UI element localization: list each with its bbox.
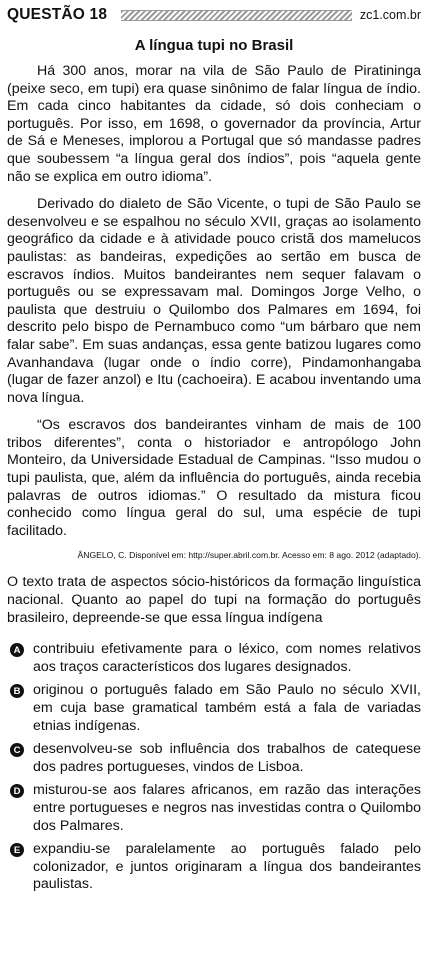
option-letter-badge: A	[10, 643, 24, 657]
question-header	[7, 0, 421, 28]
question-stem: O texto trata de aspectos sócio-históricos da formação linguística nacional. Quanto ao papel do tupi na formação do português brasileiro, depreende-se que essa língua indígena	[7, 574, 421, 626]
option-text: contribuiu efetivamente para o léxico, com nomes relativos aos traços característicos dos lugares designados.	[33, 641, 421, 675]
option-c[interactable]	[7, 741, 421, 776]
option-b[interactable]	[7, 682, 421, 735]
option-text: originou o português falado em São Paulo no século XVII, em cuja base gramatical também está a fala de variadas etnias indígenas.	[33, 682, 421, 734]
question-label: QUESTÃO 18	[7, 6, 108, 23]
option-text: desenvolveu-se sob influência dos trabalhos de catequese dos padres portugueses, vindos de Lisboa.	[33, 741, 421, 775]
option-d[interactable]	[7, 782, 421, 835]
option-letter-badge: C	[10, 743, 24, 757]
text-paragraph-1: Há 300 anos, morar na vila de São Paulo de Piratininga (peixe seco, em tupi) era quase sinônimo de falar língua de índio. Em cada cinco habitantes da cidade, só dois conheciam o português. Por isso, em 1698, o governador da província, Artur de Sá e Meneses, implorou a Portugal que só mandasse padres que soubessem “a língua geral dos índios”, pois “aquela gente não se explica em outro idioma”.	[7, 63, 421, 185]
option-a[interactable]	[7, 641, 421, 676]
option-text: misturou-se aos falares africanos, em razão das interações entre portugueses e negros nas investidas contra o Quilombo dos Palmares.	[33, 782, 421, 834]
text-paragraph-3: “Os escravos dos bandeirantes vinham de mais de 100 tribos diferentes”, conta o historiador e antropólogo John Monteiro, da Universidade Estadual de Campinas. “Isso mudou o tupi paulista, que, além da influência do português, ainda recebia palavras de outros idiomas.” O resultado da mistura ficou conhecido como língua geral do sul, uma espécie de tupi facilitado.	[7, 417, 421, 539]
text-title: A língua tupi no Brasil	[134, 37, 294, 54]
site-name: zc1.com.br	[359, 8, 421, 22]
option-letter-badge: D	[10, 784, 24, 798]
option-letter-badge: B	[10, 684, 24, 698]
text-source: ÂNGELO, C. Disponível em: http://super.abril.com.br. Acesso em: 8 ago. 2012 (adaptado).	[77, 550, 421, 561]
option-text: expandiu-se paralelamente ao português falado pelo colonizador, e juntos originaram a língua dos bandeirantes paulistas.	[33, 841, 421, 893]
text-paragraph-2: Derivado do dialeto de São Vicente, o tupi de São Paulo se desenvolveu e se espalhou no século XVII, graças ao isolamento geográfico da cidade e à atividade pouco cristã dos mamelucos paulistas: as bandeiras, expedições ao sertão em busca de escravos índios. Muitos bandeirantes nem sequer falavam o português ou se expressavam mal. Domingos Jorge Velho, o paulista que destruiu o Quilombo dos Palmares em 1694, foi descrito pelo bispo de Pernambuco como “um bárbaro que nem falar sabe”. Em suas andanças, essa gente batizou lugares como Avanhandava (lugar onde o índio corre), Pindamonhangaba (lugar de fazer anzol) e Itu (cachoeira). E acabou inventando uma nova língua.	[7, 196, 421, 406]
header-divider	[121, 10, 352, 21]
option-letter-badge: E	[10, 843, 24, 857]
option-e[interactable]	[7, 841, 421, 894]
